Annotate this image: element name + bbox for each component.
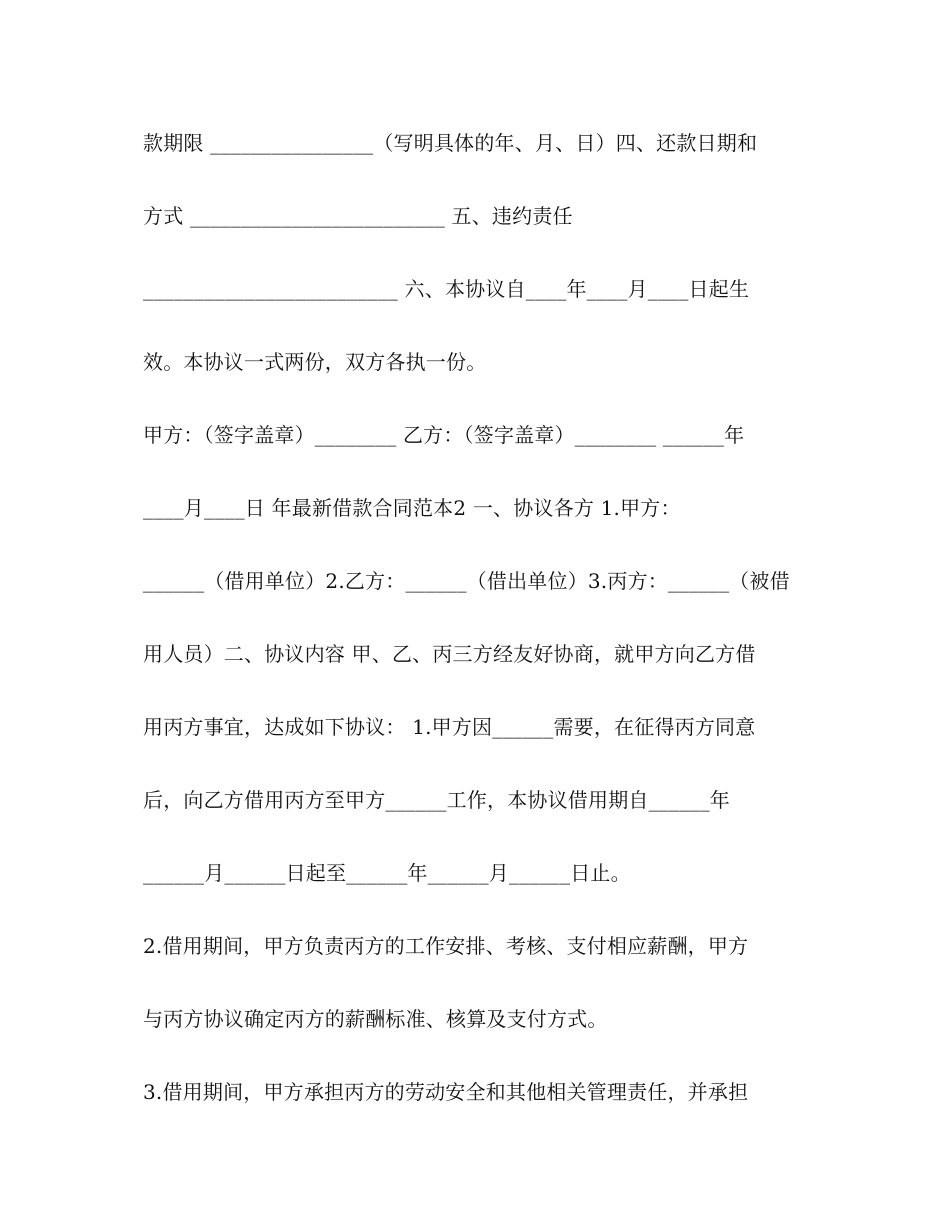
text-line: ______（借用单位）2.乙方：______（借出单位）3.丙方：______（被借	[143, 569, 790, 593]
text-line: 款期限 ________________（写明具体的年、月、日）四、还款日期和	[143, 131, 758, 155]
text-line: _________________________ 六、本协议自____年____月____日起生	[143, 277, 750, 301]
text-line: 甲方：（签字盖章）________ 乙方：（签字盖章）________ ______年	[143, 423, 745, 447]
text-line: 3.借用期间，甲方承担丙方的劳动安全和其他相关管理责任，并承担	[143, 1080, 749, 1104]
text-line: 方式 _________________________ 五、违约责任	[143, 204, 573, 228]
text-line: 2.借用期间，甲方负责丙方的工作安排、考核、支付相应薪酬，甲方	[143, 934, 749, 958]
text-line: 用丙方事宜，达成如下协议： 1.甲方因______需要，在征得丙方同意	[143, 715, 756, 739]
text-line: ____月____日 年最新借款合同范本2 一、协议各方 1.甲方：	[143, 496, 681, 520]
text-line: 后，向乙方借用丙方至甲方______工作，本协议借用期自______年	[143, 788, 730, 812]
text-line: 效。本协议一式两份，双方各执一份。	[143, 350, 487, 374]
text-line: 与丙方协议确定丙方的薪酬标准、核算及支付方式。	[143, 1007, 608, 1031]
text-line: ______月______日起至______年______月______日止。	[143, 861, 631, 885]
text-line: 用人员）二、协议内容 甲、乙、丙三方经友好协商，就甲方向乙方借	[143, 642, 756, 666]
